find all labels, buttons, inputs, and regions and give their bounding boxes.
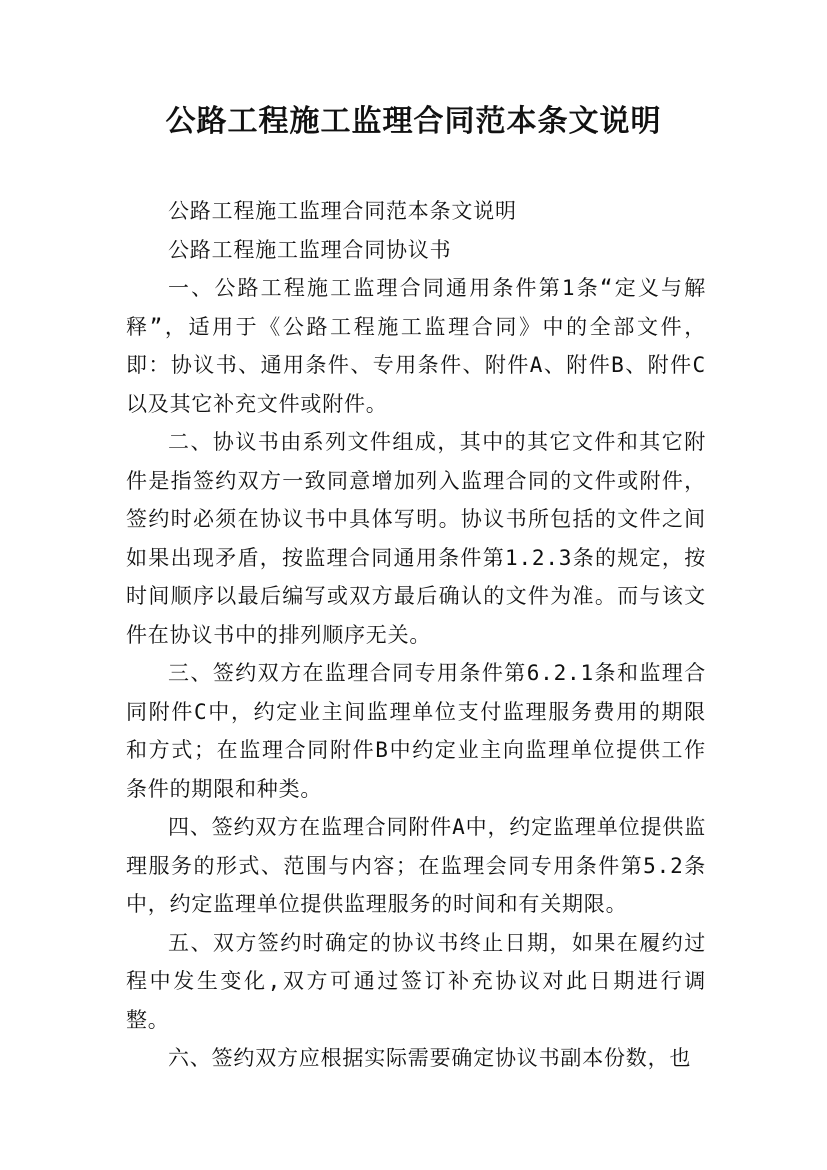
paragraph-clause-1: 一、公路工程施工监理合同通用条件第1条“定义与解释”，适用于《公路工程施工监理合同》中的全部文件，即：协议书、通用条件、专用条件、附件A、附件B、附件C以及其它补充文件或附件。 bbox=[126, 276, 706, 416]
document-title: 公路工程施工监理合同范本条文说明 bbox=[165, 104, 662, 139]
paragraph-clause-6: 六、签约双方应根据实际需要确定协议书副本份数，也 bbox=[168, 1046, 692, 1070]
document-body bbox=[126, 192, 706, 1078]
paragraph-clause-2: 二、协议书由系列文件组成，其中的其它文件和其它附件是指签约双方一致同意增加列入监理合同的文件或附件，签约时必须在协议书中具体写明。协议书所包括的文件之间如果出现矛盾，按监理合同通用条件第1.2.3条的规定，按时间顺序以最后编写或双方最后确认的文件为准。而与该文件在协议书中的排列顺序无关。 bbox=[126, 430, 706, 647]
paragraph-heading: 公路工程施工监理合同协议书 bbox=[168, 237, 452, 262]
paragraph-subtitle: 公路工程施工监理合同范本条文说明 bbox=[168, 199, 517, 223]
paragraph-clause-3: 三、签约双方在监理合同专用条件第6.2.1条和监理合同附件C中，约定业主间监理单位支付监理服务费用的期限和方式；在监理合同附件B中约定业主向监理单位提供工作条件的期限和种类。 bbox=[126, 661, 706, 801]
paragraph-clause-4: 四、签约双方在监理合同附件A中，约定监理单位提供监理服务的形式、范围与内容；在监理会同专用条件第5.2条中，约定监理单位提供监理服务的时间和有关期限。 bbox=[126, 815, 706, 916]
paragraph-clause-5: 五、双方签约时确定的协议书终止日期，如果在履约过程中发生变化,双方可通过签订补充协议对此日期进行调整。 bbox=[126, 930, 706, 1032]
